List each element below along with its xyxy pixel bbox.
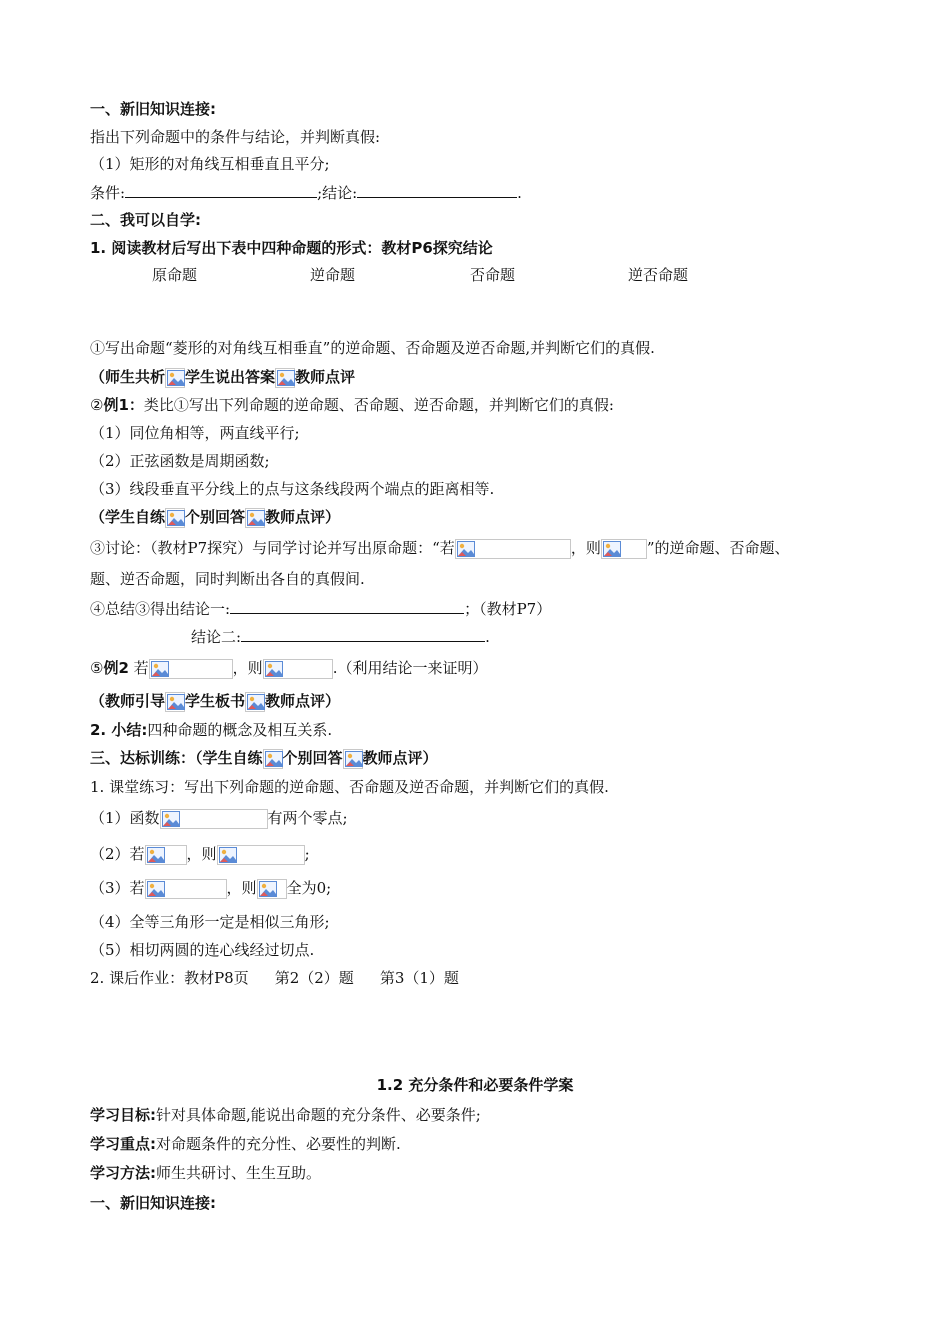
- example-1-text: 类比①写出下列命题的逆命题、否命题、逆否命题，并判断它们的真假:: [143, 396, 614, 414]
- homework-text-c: 第3（1）题: [379, 969, 459, 987]
- example-2-text-a: 若: [128, 659, 149, 677]
- broken-image-icon: [167, 370, 185, 386]
- formula-image: [160, 809, 268, 829]
- broken-image-icon: [247, 694, 265, 710]
- flow-2: [90, 506, 340, 528]
- question-circle-1: ①写出命题“菱形的对角线互相垂直”的逆命题、否命题及逆否命题,并判断它们的真假.: [90, 339, 655, 357]
- summary-line: [90, 719, 332, 741]
- formula-image: [455, 539, 571, 559]
- flow-1: [90, 366, 355, 388]
- question-4-label-1: ④总结③得出结论一:: [90, 600, 231, 618]
- section-3-title-a: 三、达标训练：（学生自练: [90, 749, 263, 767]
- image-placeholder: [343, 749, 363, 769]
- example-2-label: 例2: [103, 659, 129, 677]
- example-1-item-1: （1）同位角相等，两直线平行;: [90, 424, 300, 442]
- image-placeholder: [263, 749, 283, 769]
- question-4-ref: ；（教材P7）: [464, 600, 552, 618]
- practice-1-text-a: （1）函数: [90, 809, 160, 827]
- learning-method-label: 学习方法:: [90, 1164, 156, 1182]
- image-placeholder: [165, 508, 185, 528]
- formula-image: [145, 879, 227, 899]
- question-4-label-2: 结论二:: [191, 628, 242, 646]
- summary-label: 2. 小结:: [90, 721, 148, 739]
- formula-image: [263, 659, 333, 679]
- practice-item-2: [90, 843, 310, 865]
- condition-label: 条件:: [90, 184, 126, 202]
- formula-image: [601, 539, 647, 559]
- period: .: [517, 184, 522, 202]
- section-2-part-1-title: 一、新旧知识连接:: [90, 1194, 216, 1212]
- image-placeholder: [165, 692, 185, 712]
- period: .: [485, 628, 490, 646]
- broken-image-icon: [247, 510, 265, 526]
- flow-2-step-1: （学生自练: [90, 508, 166, 526]
- image-placeholder: [165, 368, 185, 388]
- flow-3-step-1: （教师引导: [90, 692, 166, 710]
- flow-3-step-2: 学生板书: [185, 692, 246, 710]
- form-contrapositive: 逆否命题: [628, 266, 689, 284]
- flow-3-step-3: 教师点评）: [265, 692, 341, 710]
- learning-goal-text: 针对具体命题,能说出命题的充分条件、必要条件;: [156, 1106, 481, 1124]
- learning-key-label: 学习重点:: [90, 1135, 156, 1153]
- question-3-text-a: ③讨论：（教材P7探究）与同学讨论并写出原命题：“若: [90, 539, 455, 557]
- broken-image-icon: [147, 847, 165, 863]
- section-1-intro: 指出下列命题中的条件与结论，并判断真假:: [90, 128, 381, 146]
- practice-2-text-c: ;: [304, 845, 310, 863]
- broken-image-icon: [219, 847, 237, 863]
- learning-key: [90, 1133, 401, 1155]
- learning-goal-label: 学习目标:: [90, 1106, 156, 1124]
- practice-item-5: （5）相切两圆的连心线经过切点.: [90, 941, 315, 959]
- practice-intro: 1. 课堂练习：写出下列命题的逆命题、否命题及逆否命题，并判断它们的真假.: [90, 778, 609, 796]
- form-inverse: 否命题: [470, 266, 516, 284]
- learning-goal: [90, 1104, 481, 1126]
- broken-image-icon: [265, 661, 283, 677]
- question-4-line-2: [191, 625, 490, 647]
- question-3-text-c: ”的逆命题、否命题、: [646, 539, 790, 557]
- practice-item-1: [90, 807, 348, 829]
- section-3-title-b: 个别回答: [282, 749, 343, 767]
- section-1-title: 一、新旧知识连接:: [90, 100, 216, 118]
- summary-text: 四种命题的概念及相互关系.: [147, 721, 333, 739]
- flow-2-step-3: 教师点评）: [265, 508, 341, 526]
- image-placeholder: [245, 508, 265, 528]
- homework-text-a: 2. 课后作业：教材P8页: [90, 969, 249, 987]
- formula-image: [145, 845, 187, 865]
- practice-2-text-a: （2）若: [90, 845, 145, 863]
- conclusion-2-blank[interactable]: [241, 625, 485, 642]
- practice-item-3: [90, 877, 331, 899]
- question-4-line-1: [90, 597, 551, 619]
- section-2-title: 二、我可以自学:: [90, 211, 201, 229]
- broken-image-icon: [167, 694, 185, 710]
- formula-image: [149, 659, 233, 679]
- conclusion-1-blank[interactable]: [230, 597, 464, 614]
- condition-conclusion-line: [90, 181, 522, 203]
- broken-image-icon: [457, 541, 475, 557]
- section-2-heading: 1.2 充分条件和必要条件学案: [376, 1076, 574, 1094]
- broken-image-icon: [603, 541, 621, 557]
- section-2-question-1: 1. 阅读教材后写出下表中四种命题的形式：教材P6探究结论: [90, 239, 493, 257]
- example-2-text-b: ，则: [232, 659, 263, 677]
- section-3-title-c: 教师点评）: [362, 749, 438, 767]
- practice-2-text-b: ，则: [186, 845, 217, 863]
- section-1-item-1: （1）矩形的对角线互相垂直且平分;: [90, 155, 330, 173]
- example-1-item-3: （3）线段垂直平分线上的点与这条线段两个端点的距离相等.: [90, 480, 495, 498]
- homework-text-b: 第2（2）题: [274, 969, 354, 987]
- example-1-line: [90, 394, 614, 416]
- practice-3-text-b: ，则: [226, 879, 257, 897]
- practice-item-4: （4）全等三角形一定是相似三角形;: [90, 913, 330, 931]
- flow-1-step-3: 教师点评: [295, 368, 356, 386]
- example-2-prefix: ⑤: [90, 659, 104, 677]
- broken-image-icon: [167, 510, 185, 526]
- section-3-title: [90, 747, 438, 769]
- conclusion-label: ;结论:: [317, 184, 358, 202]
- form-original: 原命题: [152, 266, 198, 284]
- image-placeholder: [245, 692, 265, 712]
- broken-image-icon: [259, 881, 277, 897]
- conclusion-blank[interactable]: [357, 181, 517, 198]
- practice-1-text-b: 有两个零点;: [267, 809, 348, 827]
- example-1-prefix: ②: [90, 396, 104, 414]
- question-3-text-b: ，则: [570, 539, 601, 557]
- condition-blank[interactable]: [125, 181, 317, 198]
- formula-image: [257, 879, 287, 899]
- flow-1-step-1: （师生共析: [90, 368, 166, 386]
- example-2-text-c: .（利用结论一来证明）: [332, 659, 488, 677]
- broken-image-icon: [151, 661, 169, 677]
- practice-3-text-a: （3）若: [90, 879, 145, 897]
- broken-image-icon: [265, 751, 283, 767]
- learning-method-text: 师生共研讨、生生互助。: [156, 1164, 322, 1182]
- flow-3: [90, 690, 340, 712]
- formula-image: [217, 845, 305, 865]
- example-1-label: 例1：: [103, 396, 144, 414]
- homework-line: [90, 967, 459, 989]
- broken-image-icon: [345, 751, 363, 767]
- example-2-line: [90, 657, 487, 679]
- form-converse: 逆命题: [310, 266, 356, 284]
- practice-3-text-c: 全为0;: [286, 879, 332, 897]
- question-3-line-2: 题、逆否命题，同时判断出各自的真假间.: [90, 570, 365, 588]
- flow-1-step-2: 学生说出答案: [185, 368, 276, 386]
- broken-image-icon: [147, 881, 165, 897]
- example-1-item-2: （2）正弦函数是周期函数;: [90, 452, 270, 470]
- flow-2-step-2: 个别回答: [185, 508, 246, 526]
- learning-method: [90, 1162, 321, 1184]
- learning-key-text: 对命题条件的充分性、必要性的判断.: [156, 1135, 401, 1153]
- broken-image-icon: [162, 811, 180, 827]
- image-placeholder: [275, 368, 295, 388]
- question-3-line-1: [90, 537, 790, 559]
- broken-image-icon: [277, 370, 295, 386]
